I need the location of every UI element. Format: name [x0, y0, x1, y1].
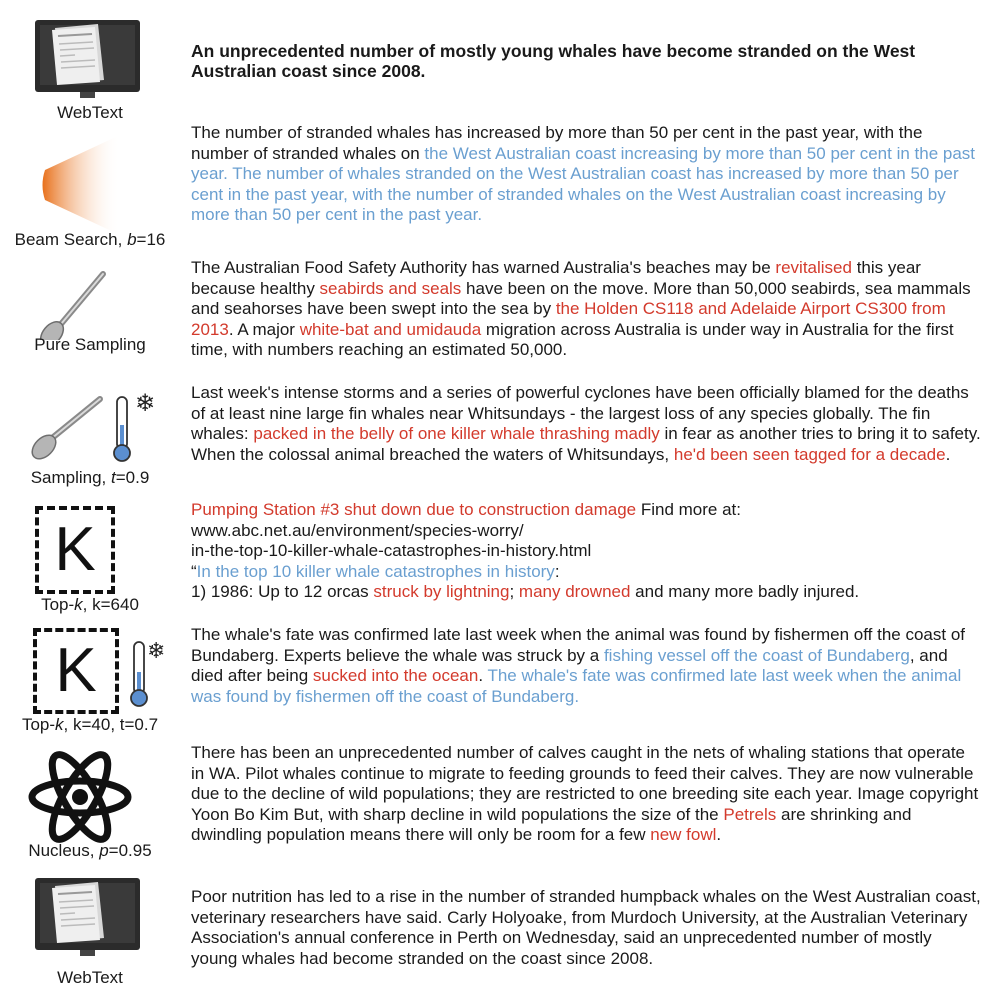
- generated-text: [191, 383, 981, 465]
- incoherent-segment: Petrels: [723, 804, 777, 824]
- text-segment: .: [478, 666, 488, 685]
- k-box-thermometer-icon: [0, 624, 180, 719]
- incoherent-segment: seabirds and seals: [319, 278, 462, 298]
- generated-text: [191, 887, 981, 969]
- monitor-icon: [0, 868, 180, 968]
- thermometer-icon: [128, 628, 178, 718]
- text-segment: “: [191, 561, 197, 581]
- text-segment: There has been an unprecedented number of calves caught in the nets of whaling stations that operate in WA. Pilot whales continue to migrate to feeding grounds to feed their calves. They are now vulnerable due to the decline of wild populations; they are restricted to one breeding site each year. Image copyright Yoon Bo Kim But, with sharp decline in wild populations the size of the: [191, 743, 979, 824]
- incoherent-segment: revitalised: [775, 258, 852, 277]
- text-segment: Poor nutrition has led to a rise in the number of stranded humpback whales on the West Australian coast, veterinary researchers have said. Carly Holyoake, from Murdoch University, at the Australian Veterinary Association's annual conference in Perth on Wednesday, said an unprecedented number of mostly young whales had become stranded on the coast since 2008.: [191, 887, 981, 968]
- text-segment: .: [716, 825, 722, 844]
- text-segment: are shrinking and dwindling population means there will only be room for a few: [191, 804, 912, 844]
- text-segment: The Australian Food Safety Authority has warned Australia's beaches may be: [191, 258, 776, 277]
- label-text: WebText: [57, 103, 123, 122]
- text-segment: Find more at:: [636, 500, 741, 519]
- method-label: [0, 715, 180, 735]
- label-value: =0.95: [108, 841, 152, 860]
- method-label: [0, 468, 180, 488]
- incoherent-segment: he'd been seen tagged for a decade: [673, 444, 946, 464]
- incoherent-segment: new fowl: [650, 825, 717, 844]
- text-segment: . A major: [228, 319, 300, 339]
- text-line: [191, 541, 981, 562]
- text-line: [191, 582, 981, 603]
- label-text: Top-: [21, 715, 56, 734]
- generated-text: [191, 258, 981, 361]
- label-text: WebText: [57, 968, 123, 987]
- label-param: k: [74, 595, 83, 614]
- incoherent-segment: struck by lightning: [373, 582, 510, 601]
- text-segment: and many more badly injured.: [630, 582, 860, 601]
- method-label: [0, 595, 180, 615]
- text-segment: in fear as another tries to bring it to safety. When the colossal animal breached the waters of Whitsundays,: [191, 424, 981, 464]
- atom-icon: [0, 745, 180, 845]
- spoon-thermometer-icon: [0, 385, 180, 465]
- prompt-text: An unprecedented number of mostly young whales have become stranded on the West Australian coast since 2008.: [191, 41, 916, 81]
- repetition-segment: In the top 10 killer whale catastrophes in history: [196, 561, 555, 581]
- label-text: Pure Sampling: [34, 335, 146, 354]
- generated-text: [191, 625, 981, 707]
- text-segment: migration across Australia is under way in Australia for the first time, with numbers reaching an estimated 50,000.: [191, 319, 954, 359]
- text-segment: ;: [509, 582, 519, 601]
- label-param: p: [99, 841, 109, 860]
- spoon-icon: [0, 260, 180, 340]
- label-text: Top-: [41, 595, 75, 614]
- text-segment: 1) 1986: Up to 12 orcas: [191, 582, 374, 601]
- incoherent-segment: sucked into the ocean: [312, 666, 479, 685]
- k-box-icon: [0, 502, 180, 597]
- method-label: [0, 335, 180, 355]
- label-value: =0.9: [115, 468, 150, 487]
- generated-text: [191, 500, 981, 603]
- repetition-segment: The whale's fate was confirmed late last week when the animal was found by fishermen off the coast of Bundaberg.: [191, 666, 962, 706]
- text-segment: in-the-top-10-killer-whale-catastrophes-in-history.html: [191, 541, 592, 560]
- text-line: [191, 500, 981, 521]
- label-text: Nucleus,: [28, 841, 100, 860]
- text-segment: The whale's fate was confirmed late last week when the animal was found by fishermen off the coast of Bundaberg. Experts believe the whale was struck by a: [191, 625, 966, 665]
- incoherent-segment: white-bat and umidauda: [299, 319, 482, 339]
- method-label: [0, 968, 180, 988]
- incoherent-segment: the Holden CS118 and Adelaide Airport CS300 from 2013: [191, 299, 946, 339]
- text-segment: .: [945, 444, 951, 464]
- repetition-segment: the West Australian coast increasing by more than 50 per cent in the past year. The number of whales stranded on the West Australian coast has increased by more than 50 per cent in the past year, with the number of stranded whales on the West Australian coast increasing by more than 50 per cent in the past year.: [191, 143, 976, 224]
- label-value: , k=40, t=0.7: [63, 715, 159, 734]
- text-segment: Last week's intense storms and a series of powerful cyclones have been officially blamed for the deaths of at least nine large fin whales near Whitsundays - the largest loss of any species globally. The fin whales:: [191, 383, 969, 443]
- method-label: [0, 103, 180, 123]
- generated-text: [191, 123, 981, 226]
- incoherent-segment: packed in the belly of one killer whale thrashing madly: [253, 424, 660, 443]
- monitor-icon: [0, 10, 180, 110]
- method-label: [0, 841, 180, 861]
- repetition-segment: fishing vessel off the coast of Bundaberg: [603, 645, 910, 665]
- beam-cone-icon: [0, 135, 180, 235]
- incoherent-segment: many drowned: [518, 582, 631, 601]
- svg-text:❄: ❄: [135, 389, 156, 417]
- incoherent-segment: Pumping Station #3 shut down due to construction damage: [191, 500, 637, 519]
- text-segment: , and died after being: [191, 645, 948, 685]
- k-letter: K: [54, 515, 96, 584]
- text-segment: www.abc.net.au/environment/species-worry/: [191, 520, 524, 540]
- generated-text: [191, 743, 981, 846]
- k-letter: K: [55, 636, 97, 705]
- text-segment: :: [554, 561, 560, 581]
- label-text: Beam Search,: [14, 230, 128, 249]
- method-label: [0, 230, 180, 250]
- svg-text:❄: ❄: [147, 639, 166, 664]
- label-text: Sampling,: [30, 468, 112, 487]
- label-value: , k=640: [82, 595, 139, 614]
- label-param: b: [127, 230, 137, 249]
- text-segment: The number of stranded whales has increased by more than 50 per cent in the past year, with the number of stranded whales on: [191, 123, 923, 163]
- text-line: [191, 521, 981, 542]
- text-segment: this year because healthy: [191, 258, 921, 298]
- label-value: =16: [136, 230, 166, 249]
- text-line: [191, 562, 981, 583]
- label-param: t: [111, 468, 116, 487]
- text-segment: have been on the move. More than 50,000 seabirds, sea mammals and seahorses have been swept into the sea by: [191, 278, 971, 318]
- label-param: k: [55, 715, 64, 734]
